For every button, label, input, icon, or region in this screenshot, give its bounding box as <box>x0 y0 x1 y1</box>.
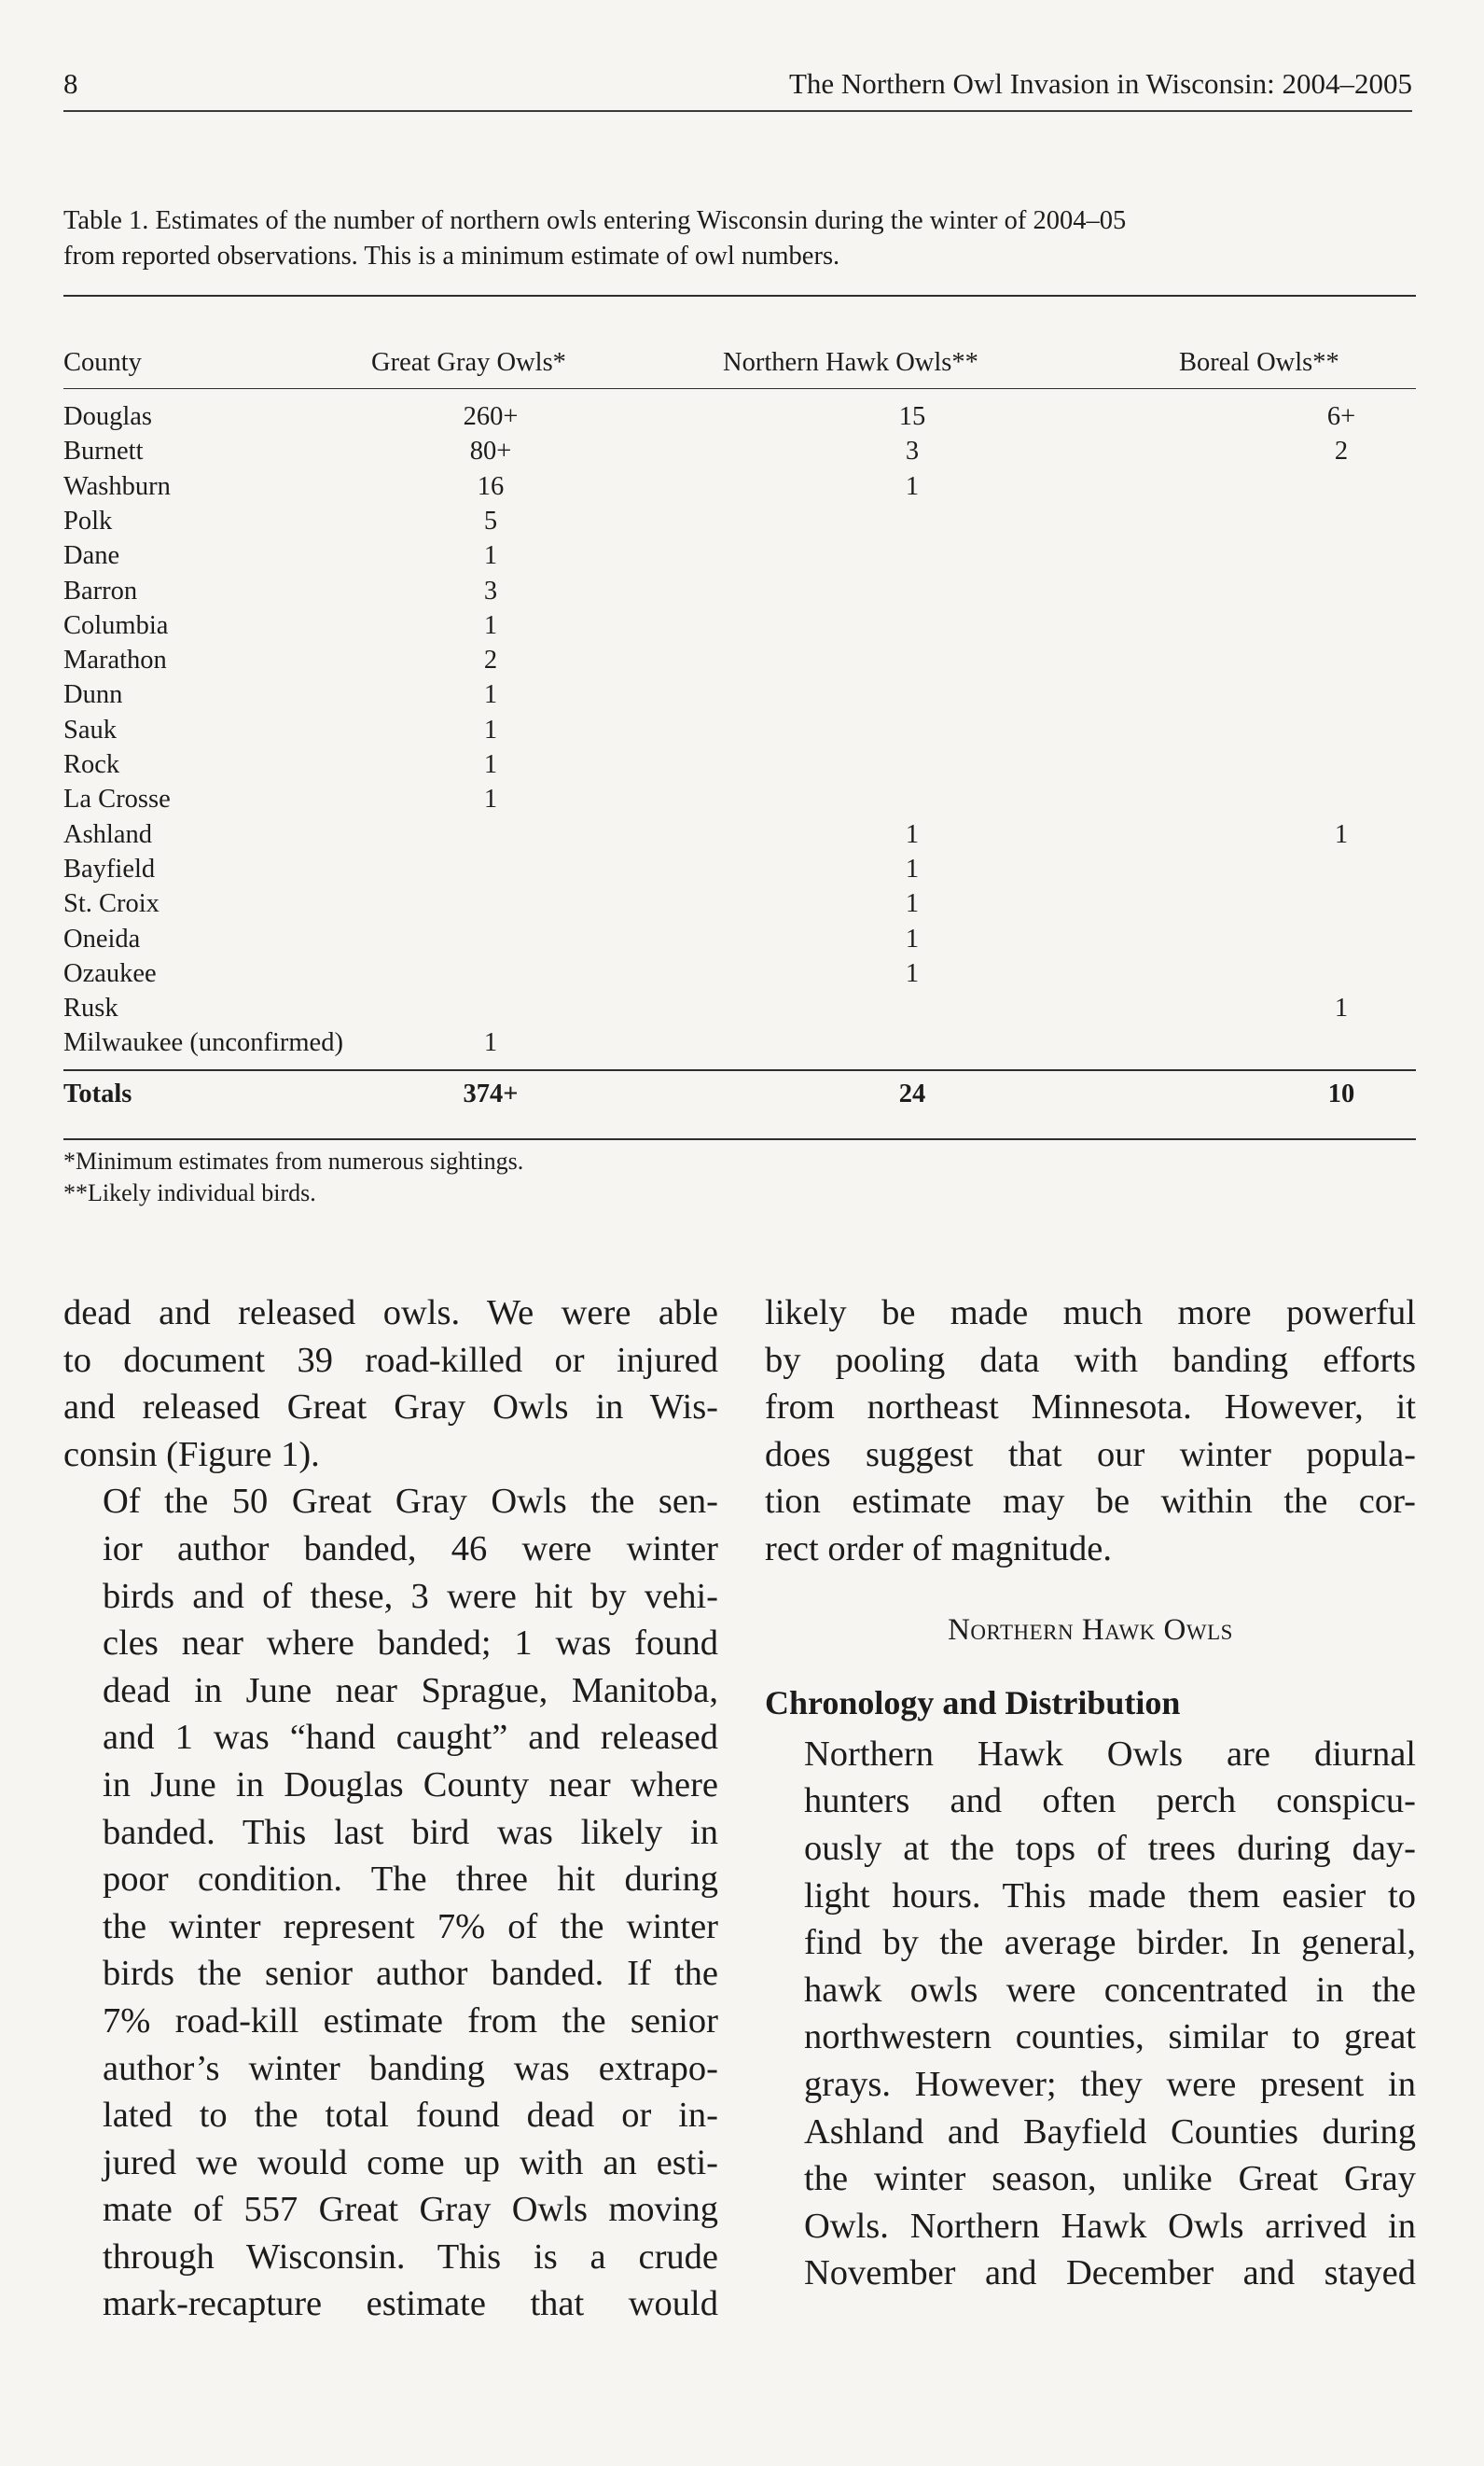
cell-hawk: 1 <box>905 924 920 954</box>
header-rule <box>63 388 1416 389</box>
cell-boreal: 6+ <box>1326 402 1356 431</box>
text-line: does suggest that our winter popula- <box>765 1434 1416 1474</box>
text-line: banded. This last bird was likely in <box>103 1812 718 1852</box>
text-line: rect order of magnitude. <box>765 1528 1113 1568</box>
cell-county: Polk <box>63 506 113 536</box>
text-line: by pooling data with banding efforts <box>765 1340 1416 1380</box>
left-paragraph-2 <box>63 1478 718 2328</box>
cell-hawk: 1 <box>905 958 920 988</box>
text-line: hunters and often perch conspicu- <box>804 1781 1416 1821</box>
text-line: find by the average birder. In general, <box>804 1923 1416 1963</box>
text-line: 7% road-kill estimate from the senior <box>103 2000 718 2041</box>
text-line: and 1 was “hand caught” and released <box>103 1718 718 1758</box>
text-line: jured we would come up with an esti- <box>103 2142 718 2182</box>
text-line: consin (Figure 1). <box>63 1434 320 1474</box>
col-header-hawk: Northern Hawk Owls** <box>723 348 978 377</box>
section-heading: Northern Hawk Owls <box>948 1612 1233 1647</box>
cell-boreal: 1 <box>1334 819 1349 849</box>
text-line: the winter season, unlike Great Gray <box>804 2159 1416 2199</box>
cell-great-gray: 1 <box>483 1028 498 1058</box>
cell-county: Bayfield <box>63 854 156 884</box>
cell-county: St. Croix <box>63 889 159 919</box>
right-paragraph-1 <box>765 1289 1416 1573</box>
text-line: from northeast Minnesota. However, it <box>765 1387 1416 1428</box>
text-line: poor condition. The three hit during <box>103 1860 718 1900</box>
cell-county: Ashland <box>63 819 152 849</box>
right-paragraph-2 <box>765 1731 1416 2297</box>
text-line: and released Great Gray Owls in Wis- <box>63 1387 718 1428</box>
table-top-rule <box>63 295 1416 297</box>
cell-hawk: 1 <box>905 854 920 884</box>
text-line: birds and of these, 3 were hit by vehi- <box>103 1576 718 1616</box>
cell-great-gray: 260+ <box>463 402 519 431</box>
table-bottom-rule <box>63 1138 1416 1140</box>
left-text-column <box>63 1289 718 2328</box>
cell-boreal: 2 <box>1334 437 1349 467</box>
totals-great-gray: 374+ <box>463 1080 519 1108</box>
cell-great-gray: 1 <box>483 680 498 710</box>
cell-county: Dane <box>63 541 120 571</box>
cell-county: Douglas <box>63 402 152 431</box>
cell-great-gray: 16 <box>477 471 505 501</box>
totals-label: Totals <box>63 1080 132 1108</box>
col-header-great-gray: Great Gray Owls* <box>371 348 566 377</box>
text-line: author’s winter banding was extrapo- <box>103 2048 718 2088</box>
text-line: Owls. Northern Hawk Owls arrived in <box>804 2206 1416 2246</box>
text-line: ior author banded, 46 were winter <box>103 1528 718 1568</box>
caption-line: from reported observations. This is a minimum estimate of owl numbers. <box>63 242 840 271</box>
text-line: ously at the tops of trees during day- <box>804 1828 1416 1868</box>
cell-great-gray: 1 <box>483 750 498 779</box>
cell-great-gray: 1 <box>483 785 498 815</box>
text-line: to document 39 road-killed or injured <box>63 1340 718 1380</box>
cell-county: Sauk <box>63 715 117 745</box>
running-title: The Northern Owl Invasion in Wisconsin: 2004–2005 <box>788 67 1412 100</box>
col-header-county: County <box>63 348 142 377</box>
text-line: through Wisconsin. This is a crude <box>103 2236 718 2277</box>
cell-hawk: 1 <box>905 471 920 501</box>
text-line: tion estimate may be within the cor- <box>765 1482 1416 1522</box>
subheading: Chronology and Distribution <box>765 1684 1181 1722</box>
text-line: November and December and stayed <box>804 2253 1416 2293</box>
text-line: light hours. This made them easier to <box>804 1875 1416 1916</box>
cell-great-gray: 1 <box>483 541 498 571</box>
text-line: the winter represent 7% of the winter <box>103 1906 718 1946</box>
cell-county: Columbia <box>63 610 169 640</box>
caption-line: Table 1. Estimates of the number of northern owls entering Wisconsin during the winter of 2004–05 <box>63 206 1127 235</box>
text-line: cles near where banded; 1 was found <box>103 1623 718 1664</box>
cell-boreal: 1 <box>1334 994 1349 1024</box>
page-number: 8 <box>63 67 78 100</box>
text-line: Ashland and Bayfield Counties during <box>804 2111 1416 2152</box>
cell-county: Marathon <box>63 646 167 676</box>
col-header-boreal: Boreal Owls** <box>1179 348 1339 377</box>
text-line: dead in June near Sprague, Manitoba, <box>103 1670 718 1710</box>
text-line: lated to the total found dead or in- <box>103 2096 718 2136</box>
text-line: birds the senior author banded. If the <box>103 1954 718 1994</box>
right-text-column <box>765 1289 1416 2297</box>
cell-great-gray: 5 <box>483 506 498 536</box>
text-line: likely be made much more powerful <box>765 1293 1416 1332</box>
text-line: Northern Hawk Owls are diurnal <box>804 1734 1416 1774</box>
cell-county: Burnett <box>63 437 144 467</box>
text-line: hawk owls were concentrated in the <box>804 1970 1416 2010</box>
cell-hawk: 15 <box>898 402 926 431</box>
text-line: grays. However; they were present in <box>804 2064 1416 2104</box>
text-line: Of the 50 Great Gray Owls the sen- <box>103 1482 718 1522</box>
cell-hawk: 1 <box>905 889 920 919</box>
footnote-likely-individual: **Likely individual birds. <box>63 1179 316 1206</box>
running-header <box>63 58 1412 112</box>
cell-county: Washburn <box>63 471 171 501</box>
text-line: northwestern counties, similar to great <box>804 2017 1416 2057</box>
cell-county: Dunn <box>63 680 123 710</box>
cell-county: Oneida <box>63 924 141 954</box>
cell-county: La Crosse <box>63 785 171 815</box>
totals-hawk: 24 <box>898 1080 926 1108</box>
text-line: in June in Douglas County near where <box>103 1764 718 1804</box>
totals-boreal: 10 <box>1327 1080 1355 1108</box>
cell-hawk: 3 <box>905 437 920 467</box>
cell-great-gray: 1 <box>483 610 498 640</box>
cell-great-gray: 1 <box>483 715 498 745</box>
cell-county: Barron <box>63 576 138 606</box>
text-line: mate of 557 Great Gray Owls moving <box>103 2190 718 2230</box>
cell-great-gray: 3 <box>483 576 498 606</box>
cell-county: Rusk <box>63 994 118 1024</box>
cell-great-gray: 80+ <box>469 437 512 467</box>
text-line: mark-recapture estimate that would <box>103 2284 718 2324</box>
cell-great-gray: 2 <box>483 646 498 676</box>
left-paragraph-1 <box>63 1289 718 1478</box>
text-line: dead and released owls. We were able <box>63 1293 718 1332</box>
cell-hawk: 1 <box>905 819 920 849</box>
cell-county: Milwaukee (unconfirmed) <box>63 1028 343 1058</box>
cell-county: Rock <box>63 750 120 779</box>
table-caption <box>63 203 1416 274</box>
cell-county: Ozaukee <box>63 958 157 988</box>
footnote-great-gray: *Minimum estimates from numerous sightings. <box>63 1148 524 1175</box>
totals-top-rule <box>63 1069 1416 1071</box>
